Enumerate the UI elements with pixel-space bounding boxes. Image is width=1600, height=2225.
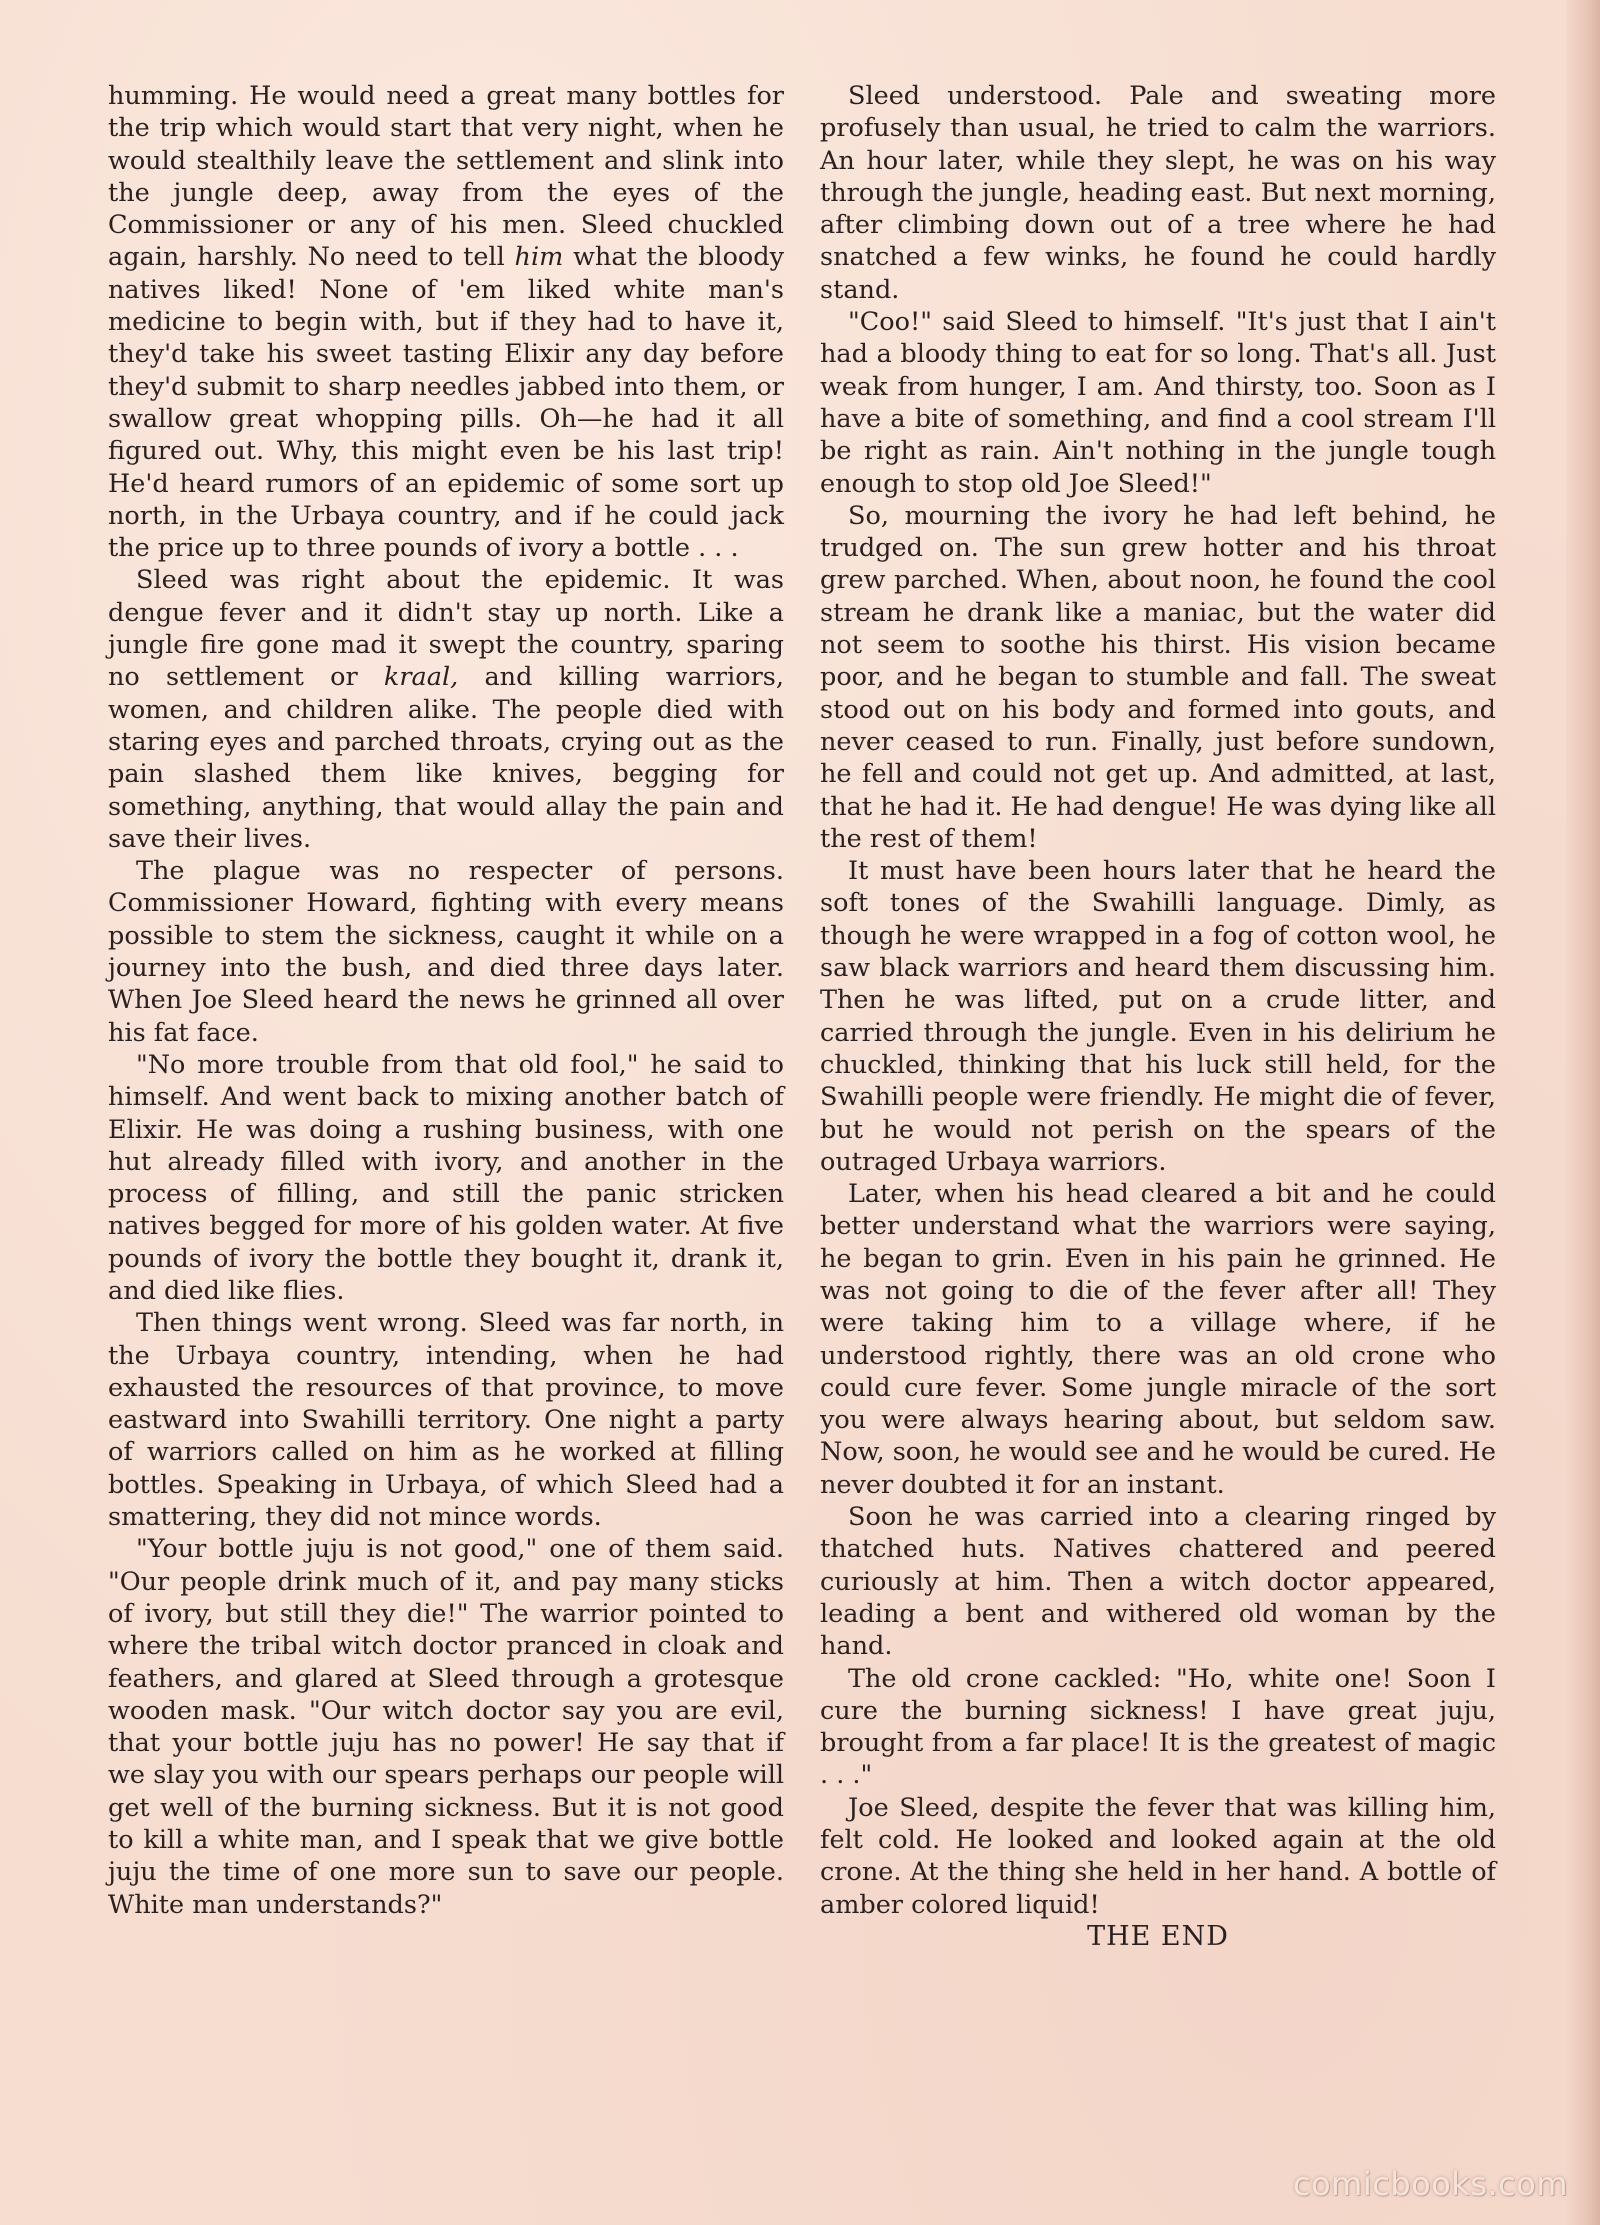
the-end-label: THE END	[1087, 1920, 1229, 1952]
paragraph: "Coo!" said Sleed to himself. "It's just that I ain't had a bloody thing to eat for so long. That's all. Just weak from hunger, I am. And thirsty, too. Soon as I have a bite of something, and find a cool stream I'll be right as rain. Ain't nothing in the jungle tough enough to stop old Joe Sleed!"	[820, 307, 1496, 499]
right-text-column	[820, 80, 1496, 1953]
paragraph: So, mourning the ivory he had left behind, he trudged on. The sun grew hotter and his throat grew parched. When, about noon, he found the cool stream he drank like a maniac, but the water did not seem to soothe his thirst. His vision became poor, and he began to stumble and fall. The sweat stood out on his body and formed into gouts, and never ceased to run. Finally, just before sundown, he fell and could not get up. And admitted, at last, that he had it. He had dengue! He was dying like all the rest of them!	[820, 500, 1496, 854]
paragraph-text: Sleed was right about the epidemic. It was dengue fever and it didn't stay up north. Like a jungle fire gone mad it swept the country, sparing no settlement or	[108, 565, 784, 693]
paragraph: It must have been hours later that he heard the soft tones of the Swahilli language. Dimly, as though he were wrapped in a fog of cotton wool, he saw black warriors and heard them discussing him. Then he was lifted, put on a crude litter, and carried through the jungle. Even in his delirium he chuckled, thinking that his luck still held, for the Swahilli people were friendly. He might die of fever, but he would not perish on the spears of the outraged Urbaya warriors.	[820, 856, 1496, 1177]
watermark: comicbooks.com	[1292, 2165, 1568, 2203]
paragraph: The plague was no respecter of persons. Commissioner Howard, fighting with every means possible to stem the sickness, caught it while on a journey into the bush, and died three days later. When Joe Sleed heard the news he grinned all over his fat face.	[108, 856, 784, 1048]
italic-word: him	[514, 242, 564, 273]
paragraph: Later, when his head cleared a bit and he could better understand what the warriors were saying, he began to grin. Even in his pain he grinned. He was not going to die of the fever after all! They were taking him to a village where, if he understood rightly, there was an old crone who could cure fever. Some jungle miracle of the sort you were always hearing about, but seldom saw. Now, soon, he would see and he would be cured. He never doubted it for an instant.	[820, 1179, 1496, 1500]
paragraph	[108, 80, 784, 564]
paragraph-text: what the bloody natives liked! None of 'em liked white man's medicine to begin with, but if they had to have it, they'd take his sweet tasting Elixir any day before they'd submit to sharp needles jabbed into them, or swallow great whopping pills. Oh—he had it all figured out. Why, this might even be his last trip! He'd heard rumors of an epidemic of some sort up north, in the Urbaya country, and if he could jack the price up to three pounds of ivory a bottle . . .	[108, 242, 784, 564]
paragraph: Joe Sleed, despite the fever that was killing him, felt cold. He looked and looked again at the old crone. At the thing she held in her hand. A bottle of amber colored liquid!	[820, 1792, 1496, 1920]
paragraph-text: and killing warriors, women, and children alike. The people died with staring eyes and parched throats, crying out as the pain slashed them like knives, begging for something, anything, that would allay the pain and save their lives.	[108, 662, 785, 854]
paragraph: The old crone cackled: "Ho, white one! Soon I cure the burning sickness! I have great juju, brought from a far place! It is the greatest of magic . . ."	[820, 1663, 1496, 1791]
paragraph: Soon he was carried into a clearing ringed by thatched huts. Natives chattered and peered curiously at him. Then a witch doctor appeared, leading a bent and withered old woman by the hand.	[820, 1502, 1496, 1662]
paragraph: Sleed understood. Pale and sweating more profusely than usual, he tried to calm the warriors. An hour later, while they slept, he was on his way through the jungle, heading east. But next morning, after climbing down out of a tree where he had snatched a few winks, he found he could hardly stand.	[820, 81, 1496, 305]
paragraph: "Your bottle juju is not good," one of them said. "Our people drink much of it, and pay many sticks of ivory, but still they die!" The warrior pointed to where the tribal witch doctor pranced in cloak and feathers, and glared at Sleed through a grotesque wooden mask. "Our witch doctor say you are evil, that your bottle juju has no power! He say that if we slay you with our spears perhaps our people will get well of the burning sickness. But it is not good to kill a white man, and I speak that we give bottle juju the time of one more sun to save our people. White man understands?"	[108, 1534, 784, 1920]
left-text-column	[108, 80, 784, 1921]
paragraph	[108, 564, 784, 855]
page-edge	[1566, 0, 1600, 2225]
paragraph: Then things went wrong. Sleed was far north, in the Urbaya country, intending, when he had exhausted the resources of that province, to move eastward into Swahilli territory. One night a party of warriors called on him as he worked at filling bottles. Speaking in Urbaya, of which Sleed had a smattering, they did not mince words.	[108, 1308, 784, 1533]
italic-word: kraal,	[383, 662, 459, 693]
paragraph-text: humming. He would need a great many bottles for the trip which would start that very night, when he would stealthily leave the settlement and slink into the jungle deep, away from the eyes of the Commissioner or any of his men. Sleed chuckled again, harshly. No need to tell	[108, 81, 784, 273]
paragraph: "No more trouble from that old fool," he said to himself. And went back to mixing another batch of Elixir. He was doing a rushing business, with one hut already filled with ivory, and another in the process of filling, and still the panic stricken natives begged for more of his golden water. At five pounds of ivory the bottle they bought it, drank it, and died like flies.	[108, 1049, 784, 1306]
